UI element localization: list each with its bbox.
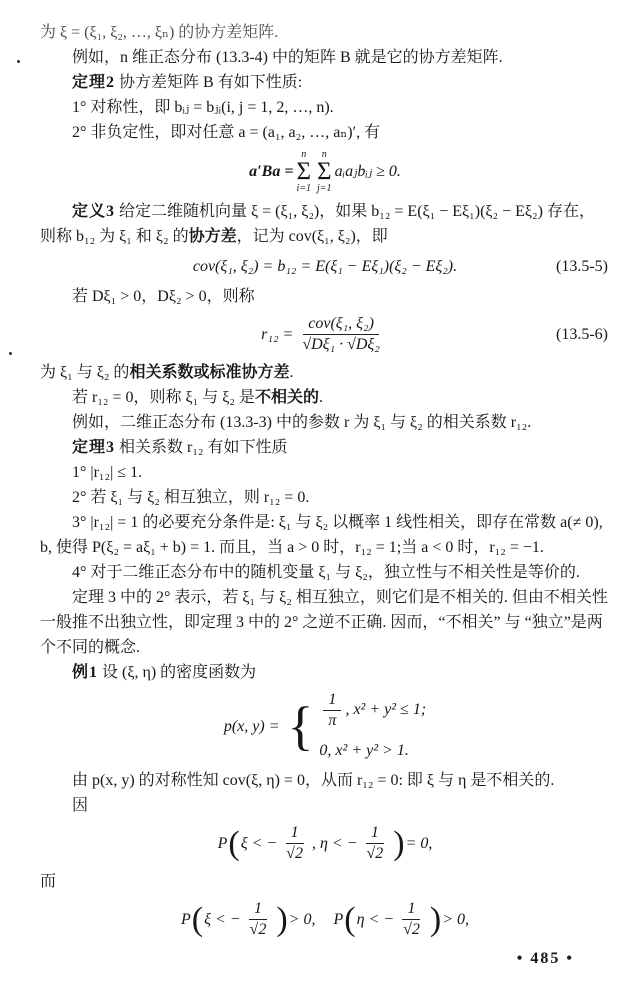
- theorem2-heading: [40, 70, 610, 95]
- fraction-denominator: √2: [286, 844, 303, 862]
- equation-lhs: r₁₂ =: [261, 325, 294, 343]
- example1-intro: 设 (ξ, η) 的密度函数为: [98, 663, 257, 681]
- equation-lhs: a′Ba =: [249, 163, 294, 181]
- fraction-numerator: 1: [402, 899, 420, 920]
- open-paren: (: [228, 824, 240, 862]
- text: 为 ξ₁ 与 ξ₂ 的: [40, 363, 130, 381]
- page-number: • 485 •: [516, 950, 574, 967]
- sum-upper-limit: n: [321, 149, 327, 160]
- example1-label: 例1: [72, 663, 99, 681]
- probability-symbol: P: [217, 834, 228, 852]
- equation-correlation-coefficient: [40, 314, 610, 355]
- case-outside-disk: 0, x² + y² > 1.: [319, 741, 409, 759]
- fraction-denominator: √2: [403, 920, 420, 938]
- fraction-one-over-sqrt2: [398, 899, 425, 940]
- fraction-one-over-sqrt2: [361, 823, 388, 864]
- sum-lower-limit: i=1: [296, 182, 311, 194]
- fraction-denominator: √2: [366, 844, 384, 862]
- equation-result: = 0,: [405, 834, 433, 852]
- text: 若 r₁₂ = 0，则称 ξ₁ 与 ξ₂ 是: [72, 388, 255, 406]
- sum-upper-limit: n: [301, 149, 307, 160]
- definition3-text-post: ，记为 cov(ξ₁, ξ₂)，即: [236, 227, 388, 245]
- fraction-denominator: √2: [249, 920, 267, 938]
- definition3-term-covariance: 协方差: [188, 227, 237, 245]
- paragraph-correlation-name: [40, 360, 610, 385]
- fraction-one-over-sqrt2: [245, 899, 272, 940]
- sum-over-i: [296, 150, 311, 194]
- term-uncorrelated: 不相关的: [254, 388, 319, 406]
- equation-covariance-definition: [40, 254, 610, 279]
- text: .: [289, 363, 294, 381]
- fraction-numerator: 1: [323, 690, 341, 711]
- fraction-numerator: 1: [366, 823, 384, 844]
- theorem3-label: 定理3: [72, 438, 116, 456]
- paragraph-covariance-matrix-tail: 为 ξ = (ξ₁, ξ₂, …, ξₙ) 的协方差矩阵.: [40, 24, 279, 41]
- probability-symbol: P: [180, 910, 191, 928]
- close-paren: ): [393, 824, 405, 862]
- comparison: > 0,: [442, 910, 469, 928]
- open-paren: (: [344, 900, 356, 938]
- paragraph-example-normal-dist: 例如，n 维正态分布 (13.3-4) 中的矩阵 B 就是它的协方差矩阵.: [72, 49, 503, 66]
- paragraph-symmetry-deduction: 由 p(x, y) 的对称性知 cov(ξ, η) = 0，从而 r₁₂ = 0: 即 ξ 与 η 是不相关的.: [72, 771, 555, 789]
- equation-lhs: p(x, y) =: [223, 717, 280, 735]
- definition3-paragraph: [40, 199, 610, 249]
- word-whereas: 而: [40, 872, 57, 890]
- argument: , η < −: [311, 834, 358, 852]
- page-content: [40, 20, 610, 945]
- theorem2-property-2: 2° 非负定性，即对任意 a = (a₁, a₂, …, aₙ)′, 有: [72, 124, 381, 141]
- theorem3-heading: [40, 435, 610, 460]
- case-brace: {: [287, 695, 314, 756]
- definition3-label: 定义3: [72, 202, 116, 220]
- theorem3-remark: 定理 3 中的 2° 表示，若 ξ₁ 与 ξ₂ 相互独立，则它们是不相关的. 但由不相关性一般推不出独立性，即定理 3 中的 2° 之逆不正确. 因而，“不相关” 与 “独立”是两个不同的概念.: [40, 588, 608, 656]
- ink-speck: [9, 352, 12, 355]
- example1-heading: [40, 660, 610, 685]
- paragraph-uncorrelated: [40, 385, 610, 410]
- fraction-numerator: 1: [286, 823, 304, 844]
- fraction-numerator: cov(ξ₁, ξ₂): [303, 314, 379, 335]
- piecewise-cases: [319, 690, 426, 763]
- theorem3-property-4: 4° 对于二维正态分布中的随机变量 ξ₁ 与 ξ₂，独立性与不相关性是等价的.: [72, 563, 580, 581]
- comparison: > 0,: [288, 910, 316, 928]
- close-paren: ): [429, 900, 442, 938]
- fraction: [297, 314, 385, 355]
- theorem2-title: 协方差矩阵 B 有如下性质:: [115, 74, 303, 91]
- equation-joint-probability: [40, 823, 610, 864]
- term-correlation-coefficient: 相关系数或标准协方差: [129, 363, 290, 381]
- word-because: 因: [72, 796, 89, 814]
- equation-quadratic-form: [40, 150, 610, 194]
- fraction: [323, 690, 341, 731]
- theorem2-label: 定理2: [72, 74, 116, 91]
- equation-number: (13.5-6): [556, 325, 608, 343]
- equation-density-function: [40, 690, 610, 763]
- theorem3-property-3: 3° |r₁₂| = 1 的必要充分条件是: ξ₁ 与 ξ₂ 以概率 1 线性相关，即存在常数 a(≠ 0), b, 使得 P(ξ₂ = aξ₁ + b) = 1. 而且，当 a > 0 时，r₁₂ = 1;当 a < 0 时，r₁₂ = −1.: [40, 513, 603, 556]
- equation-body: cov(ξ₁, ξ₂) = b₁₂ = E(ξ₁ − Eξ₁)(ξ₂ − Eξ₂).: [192, 257, 458, 275]
- sum-over-j: [317, 150, 332, 194]
- theorem2-property-1: 1° 对称性，即 bᵢⱼ = bⱼᵢ(i, j = 1, 2, …, n).: [72, 99, 334, 116]
- ink-speck: [17, 60, 20, 63]
- argument: η < −: [356, 910, 395, 928]
- fraction-one-over-sqrt2: [281, 823, 308, 864]
- condition-variances-positive: 若 Dξ₁ > 0，Dξ₂ > 0，则称: [72, 287, 255, 305]
- sigma-symbol: Σ: [296, 158, 311, 185]
- probability-symbol: P: [333, 910, 344, 928]
- sum-lower-limit: j=1: [317, 182, 332, 194]
- equation-rhs: aᵢaⱼbᵢⱼ ≥ 0.: [334, 163, 401, 181]
- theorem3-property-2: 2° 若 ξ₁ 与 ξ₂ 相互独立，则 r₁₂ = 0.: [72, 488, 310, 506]
- close-paren: ): [276, 900, 288, 938]
- definition3-text: 给定二维随机向量 ξ = (ξ₁, ξ₂)，如果 b₁₂ = E(ξ₁ − Eξ₁)(ξ₂ − Eξ₂) 存在，则称 b₁₂ 为 ξ₁ 和 ξ₂ 的: [40, 202, 595, 245]
- argument: ξ < −: [204, 910, 241, 928]
- paragraph-example-parameter-r: 例如，二维正态分布 (13.3-3) 中的参数 r 为 ξ₁ 与 ξ₂ 的相关系数 r₁₂.: [72, 413, 532, 431]
- fraction-denominator: √Dξ₁ · √Dξ₂: [302, 335, 380, 353]
- fraction-denominator: π: [328, 711, 337, 729]
- argument: ξ < −: [240, 834, 278, 852]
- theorem3-property-1: 1° |r₁₂| ≤ 1.: [72, 463, 143, 481]
- theorem3-title: 相关系数 r₁₂ 有如下性质: [115, 438, 288, 456]
- equation-number: (13.5-5): [556, 257, 608, 275]
- case-inside-disk: [319, 690, 426, 731]
- open-paren: (: [191, 900, 204, 938]
- equation-marginal-probabilities: [40, 899, 610, 940]
- fraction-numerator: 1: [249, 899, 267, 920]
- text: .: [318, 388, 323, 406]
- sigma-symbol: Σ: [317, 158, 332, 185]
- case-condition: , x² + y² ≤ 1;: [345, 700, 427, 718]
